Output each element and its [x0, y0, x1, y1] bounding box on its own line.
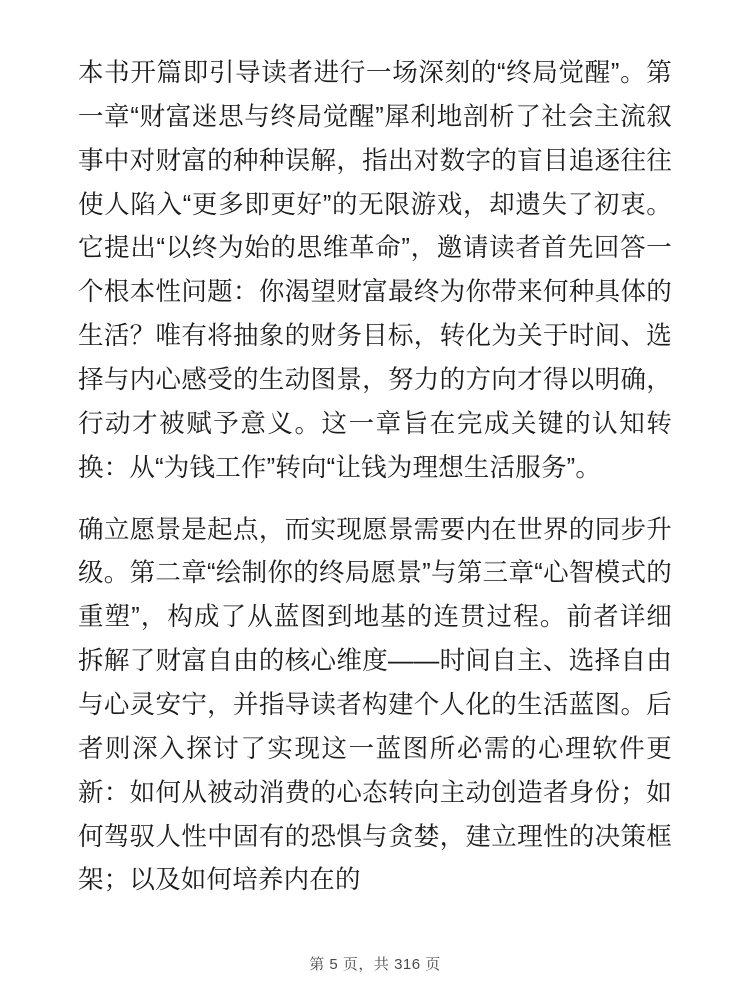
page-footer: 第 5 页，共 316 页 [309, 956, 441, 973]
paragraph-1: 本书开篇即引导读者进行一场深刻的“终局觉醒”。第一章“财富迷思与终局觉醒”犀利地剖析了社会主流叙事中对财富的种种误解，指出对数字的盲目追逐往往使人陷入“更多即更好”的无限游戏，却遗失了初衷。它提出“以终为始的思维革命”，邀请读者首先回答一个根本性问题：你渴望财富最终为你带来何种具体的生活？唯有将抽象的财务目标，转化为关于时间、选择与内心感受的生动图景，努力的方向才得以明确，行动才被赋予意义。这一章旨在完成关键的认知转换：从“为钱工作”转向“让钱为理想生活服务”。 [78, 59, 672, 482]
paragraph-2: 确立愿景是起点，而实现愿景需要内在世界的同步升级。第二章“绘制你的终局愿景”与第三章“心智模式的重塑”，构成了从蓝图到地基的连贯过程。前者详细拆解了财富自由的核心维度——时间自主、选择自由与心灵安宁，并指导读者构建个人化的生活蓝图。后者则深入探讨了实现这一蓝图所必需的心理软件更新：如何从被动消费的心态转向主动创造者身份；如何驾驭人性中固有的恐惧与贪婪，建立理性的决策框架；以及如何培养内在的 [78, 515, 672, 895]
